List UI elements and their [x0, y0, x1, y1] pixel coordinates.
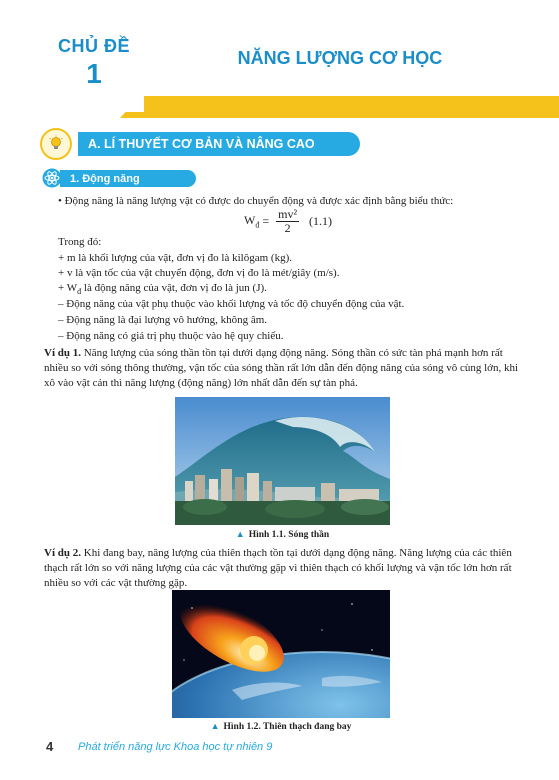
- figure-1-caption: ▲ Hình 1.1. Sóng thần: [235, 529, 330, 540]
- chapter-label: CHỦ ĐỀ: [57, 36, 130, 56]
- page-number: 4: [46, 739, 54, 754]
- where-label: Trong đó:: [58, 236, 102, 248]
- mass-definition: + m là khối lượng của vật, đơn vị đo là kilôgam (kg).: [58, 252, 292, 264]
- section-a-title: A. LÍ THUYẾT CƠ BẢN VÀ NÂNG CAO: [78, 132, 360, 156]
- example-2-paragraph: Ví dụ 2. Khi đang bay, năng lượng của thiên thạch tồn tại dưới dạng động năng. Năng lượng của các thiên thạch rất lớn so với năng lượng của các vật thường gặp vì thiên thạch có khối lượng và vận tốc lớn hơn rất nhiều so với các vật thường gặp.: [44, 547, 512, 589]
- energy-definition: + $W_đ$ là động năng của vật, đơn vị đo là jun (J).: [58, 282, 267, 297]
- example-1-paragraph: Ví dụ 1. Năng lượng của sóng thần tồn tại dưới dạng động năng. Sóng thần có sức tàn phá mạnh hơn rất nhiều so với sóng thông thường, vận tốc của sóng thần rất lớn dẫn đến động năng của sóng vô cùng lớn, khi xô vào vật cản thì năng lượng (động năng) lớn nhất dẫn đến sự tàn phá.: [44, 347, 519, 389]
- meteor-image: [172, 590, 390, 718]
- velocity-definition: + v là vận tốc của vật chuyển động, đơn vị đo là mét/giây (m/s).: [58, 267, 340, 279]
- tsunami-image: [175, 397, 390, 525]
- book-title: Phát triển năng lực Khoa học tự nhiên 9: [78, 741, 273, 753]
- intro-paragraph: • Động năng là năng lượng vật có được do chuyển động và được xác định bằng biểu thức:: [58, 195, 454, 207]
- formula-lhs: $W_đ$: [244, 213, 260, 230]
- chapter-number: 1: [86, 58, 102, 89]
- figure-2-caption: ▲ Hình 1.2. Thiên thạch đang bay: [210, 721, 352, 732]
- reference-frame-note: – Động năng có giá trị phụ thuộc vào hệ quy chiếu.: [58, 330, 284, 342]
- formula-reference: (1.1): [309, 214, 333, 228]
- subsection-title: 1. Động năng: [60, 170, 196, 187]
- scalar-note: – Động năng là đại lượng vô hướng, không âm.: [58, 314, 268, 326]
- page-title: NĂNG LƯỢNG CƠ HỌC: [237, 48, 443, 68]
- atom-icon: [42, 168, 62, 188]
- lightbulb-icon: [40, 128, 72, 160]
- dependency-note: – Động năng của vật phụ thuộc vào khối lượng và tốc độ chuyển động của vật.: [58, 298, 405, 310]
- kinetic-energy-formula: $W_đ$ = $\frac{\text{mv²}}{2}$ (1.1): [244, 207, 333, 235]
- formula-fraction: $\frac{\text{mv²}}{2}$: [278, 207, 298, 235]
